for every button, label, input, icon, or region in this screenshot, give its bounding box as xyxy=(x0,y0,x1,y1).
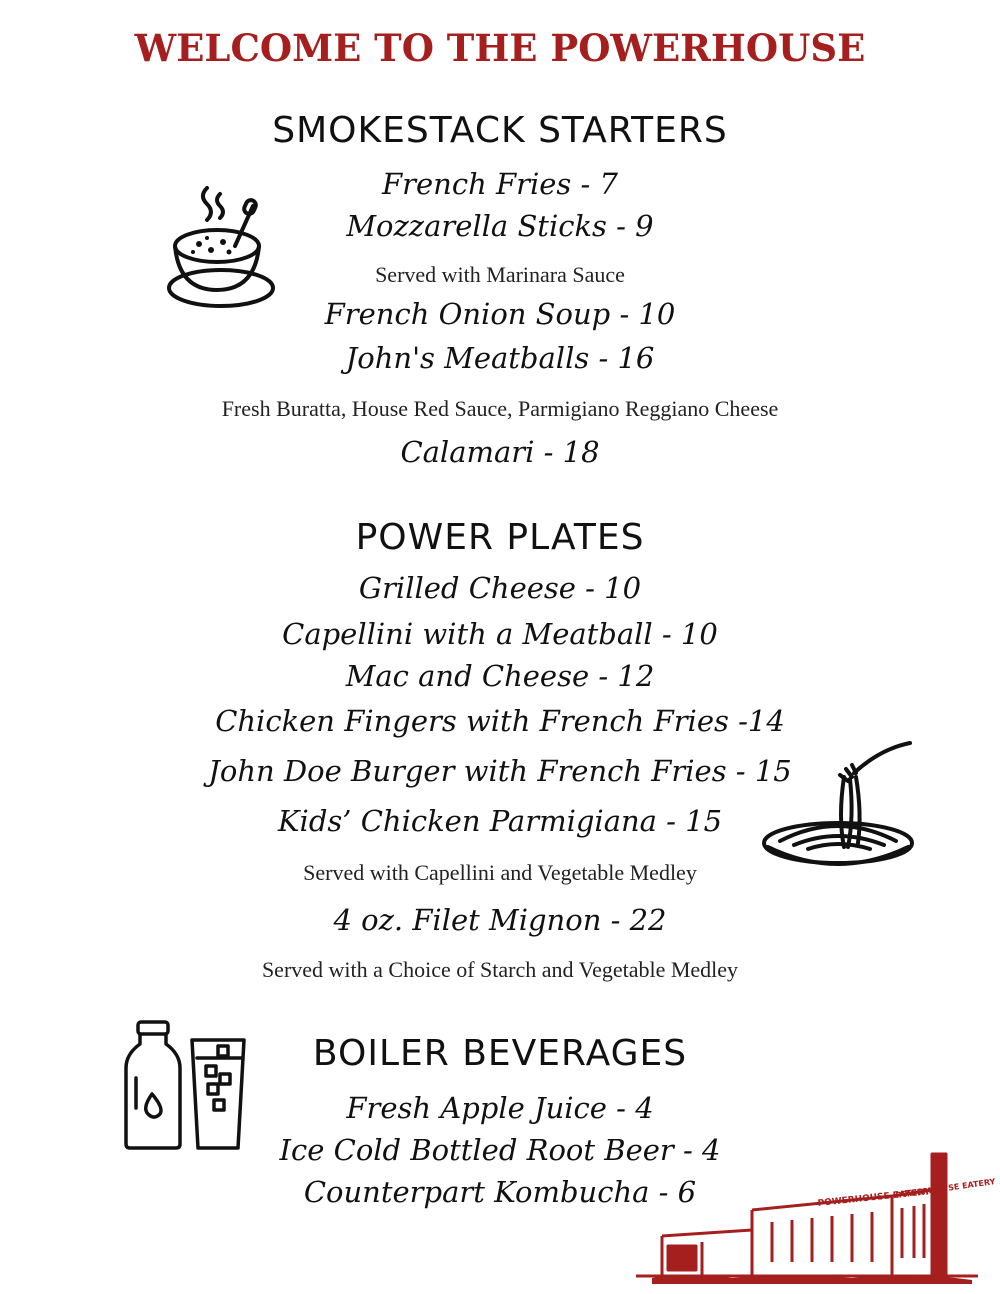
bottle-and-glass-icon xyxy=(122,1018,248,1152)
menu-title: WELCOME TO THE POWERHOUSE xyxy=(134,26,866,70)
building-sign: POWERHOUSE EATERY xyxy=(895,1177,996,1200)
menu-item: Capellini with a Meatball - 10 xyxy=(282,617,718,651)
menu-item: John's Meatballs - 16 xyxy=(345,341,655,375)
building-sign: POWERHOUSE EATERY xyxy=(817,1187,931,1209)
menu-item: Fresh Apple Juice - 4 xyxy=(346,1091,654,1125)
menu-item: French Fries - 7 xyxy=(382,167,618,201)
item-note: Served with a Choice of Starch and Vegetable Medley xyxy=(261,957,739,982)
item-note: Served with Marinara Sauce xyxy=(375,262,625,287)
menu-item: 4 oz. Filet Mignon - 22 xyxy=(333,903,667,937)
spaghetti-plate-icon xyxy=(760,737,918,869)
menu-item: Grilled Cheese - 10 xyxy=(358,571,642,605)
menu-item: John Doe Burger with French Fries - 15 xyxy=(208,754,792,788)
menu-item: Ice Cold Bottled Root Beer - 4 xyxy=(279,1133,721,1167)
item-note: Served with Capellini and Vegetable Medley xyxy=(303,860,697,885)
menu-item: Mac and Cheese - 12 xyxy=(345,659,655,693)
section-heading-beverages: BOILER BEVERAGES xyxy=(312,1033,688,1074)
menu-item: French Onion Soup - 10 xyxy=(324,297,676,331)
powerhouse-building-icon xyxy=(632,1150,996,1282)
menu-item: Calamari - 18 xyxy=(400,435,600,469)
section-heading-plates: POWER PLATES xyxy=(355,517,645,558)
menu-item: Kids’ Chicken Parmigiana - 15 xyxy=(277,804,723,838)
section-heading-starters: SMOKESTACK STARTERS xyxy=(272,110,728,151)
menu-item: Mozzarella Sticks - 9 xyxy=(346,209,654,243)
menu-item: Chicken Fingers with French Fries -14 xyxy=(215,704,785,738)
soup-bowl-icon xyxy=(165,180,277,312)
menu-item: Counterpart Kombucha - 6 xyxy=(303,1175,697,1209)
item-note: Fresh Buratta, House Red Sauce, Parmigiano Reggiano Cheese xyxy=(221,396,779,421)
